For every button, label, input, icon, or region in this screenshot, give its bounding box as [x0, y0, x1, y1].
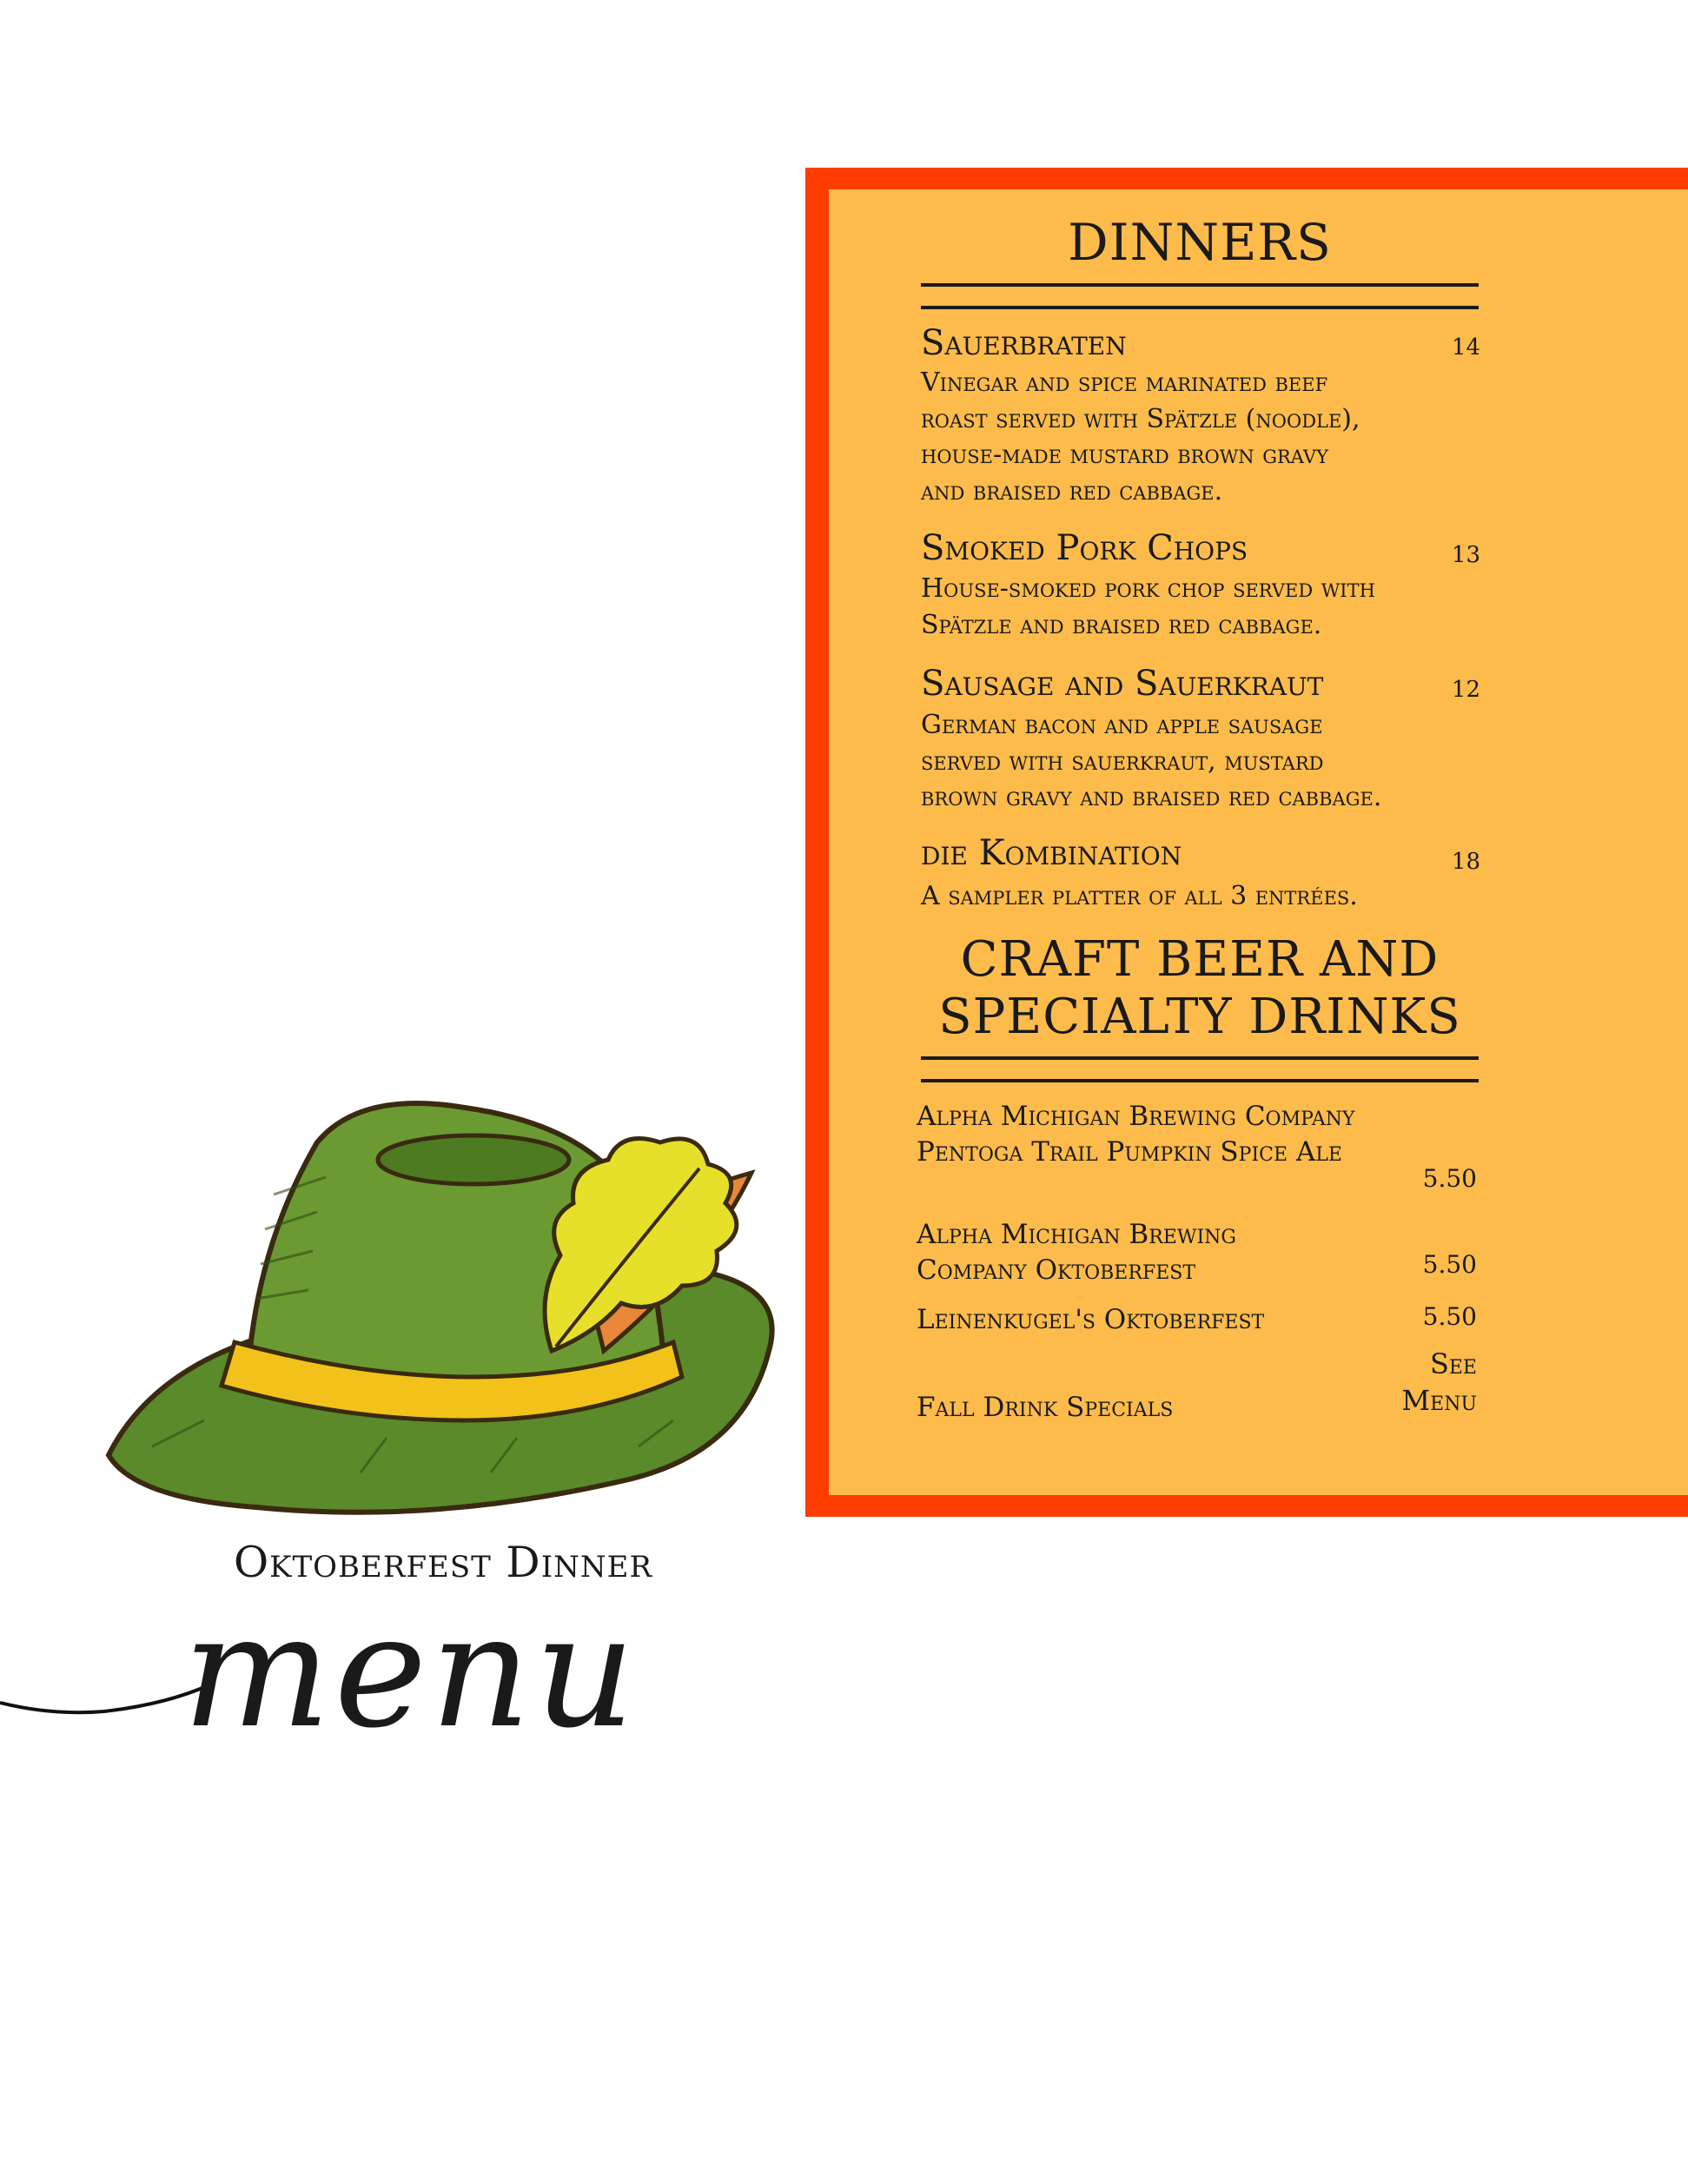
desc-line: house-made mustard brown gravy — [921, 440, 1328, 470]
item-sauerbraten-price: 14 — [1451, 334, 1480, 361]
drinks-title-line2: SPECIALTY DRINKS — [938, 989, 1461, 1045]
desc-line: German bacon and apple sausage — [921, 710, 1323, 740]
desc-line: roast served with Spätzle (noodle), — [921, 403, 1360, 434]
item-pork-chops-price: 13 — [1451, 542, 1480, 568]
item-sausage-name: Sausage and Sauerkraut — [921, 664, 1324, 704]
dinners-rule-top — [921, 283, 1479, 287]
drink-pumpkin-line1: Alpha Michigan Brewing Company — [917, 1101, 1355, 1132]
item-sausage-desc — [921, 707, 1494, 816]
item-sausage-price: 12 — [1451, 677, 1480, 703]
item-kombination-name: die Kombination — [921, 833, 1182, 873]
menu-subtitle: Oktoberfest Dinner — [233, 1538, 653, 1587]
drink-oktoberfest-price: 5.50 — [1422, 1250, 1477, 1279]
item-kombination-desc — [921, 878, 1494, 915]
drink-pumpkin-price: 5.50 — [1422, 1164, 1477, 1193]
item-pork-chops-desc — [921, 571, 1494, 643]
item-sauerbraten-name: Sauerbraten — [921, 323, 1127, 363]
drinks-title-line1: CRAFT BEER AND — [960, 931, 1440, 988]
desc-line: served with sauerkraut, mustard — [921, 745, 1324, 777]
drink-specials-price-line2: Menu — [1401, 1384, 1477, 1417]
dinners-title: DINNERS — [1068, 213, 1332, 272]
desc-line: House-smoked pork chop served with — [921, 573, 1375, 604]
item-kombination-price: 18 — [1451, 849, 1480, 875]
drink-leinenkugel-price: 5.50 — [1422, 1302, 1477, 1331]
desc-line: and braised red cabbage. — [921, 475, 1223, 506]
drinks-rule-bottom — [921, 1079, 1479, 1082]
item-pork-chops-name: Smoked Pork Chops — [921, 528, 1248, 568]
drink-oktoberfest-line1: Alpha Michigan Brewing — [917, 1219, 1236, 1250]
desc-line: Vinegar and spice marinated beef — [921, 367, 1328, 398]
alpine-hat-icon — [100, 1090, 786, 1516]
menu-script-title: menu — [182, 1581, 639, 1763]
drink-leinenkugel-name: Leinenkugel's Oktoberfest — [917, 1304, 1265, 1335]
drinks-rule-top — [921, 1056, 1479, 1060]
desc-line: A sampler platter of all 3 entrées. — [921, 881, 1358, 911]
dinners-rule-bottom — [921, 306, 1479, 309]
desc-line: Spätzle and braised red cabbage. — [921, 609, 1322, 640]
drink-specials-price-line1: See — [1429, 1347, 1477, 1380]
item-sauerbraten-desc — [921, 365, 1494, 509]
drink-specials-name: Fall Drink Specials — [917, 1392, 1174, 1423]
desc-line: brown gravy and braised red cabbage. — [921, 782, 1382, 812]
drink-pumpkin-line2: Pentoga Trail Pumpkin Spice Ale — [917, 1136, 1342, 1168]
drink-oktoberfest-line2: Company Oktoberfest — [917, 1254, 1196, 1286]
